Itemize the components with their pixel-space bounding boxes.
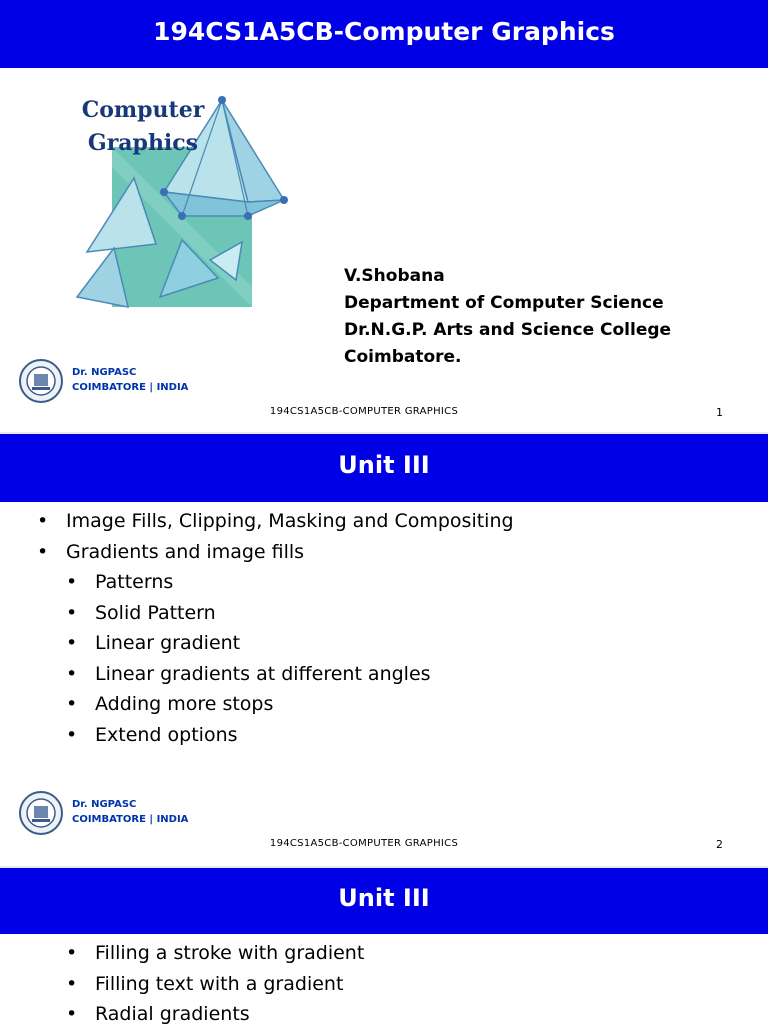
bullet-icon: • <box>66 1003 78 1025</box>
college-seal-icon <box>18 358 64 404</box>
bullet-icon: • <box>66 571 78 593</box>
bullet-list <box>0 938 768 1030</box>
logo-title-line: Graphics <box>87 130 199 156</box>
author-name: V.Shobana <box>344 266 445 286</box>
bullet-icon: • <box>66 662 78 685</box>
bullet-icon: • <box>66 601 78 624</box>
institution-line: Dr. NGPASC <box>72 367 137 378</box>
list-item <box>0 938 768 969</box>
bullet-icon: • <box>66 723 78 746</box>
logo-title-line: Computer <box>81 97 205 123</box>
list-item <box>0 999 768 1030</box>
page-number: 2 <box>716 838 723 851</box>
bullet-text: Extend options <box>95 723 238 746</box>
bullet-text: Radial gradients <box>95 1003 250 1025</box>
author-college: Dr.N.G.P. Arts and Science College <box>344 320 672 340</box>
bullet-list <box>0 506 768 750</box>
list-item <box>0 689 768 720</box>
bullet-text: Gradients and image fills <box>66 540 305 563</box>
slide-1 <box>0 0 768 432</box>
logo-title <box>78 94 208 160</box>
author-department: Department of Computer Science <box>344 293 664 313</box>
slide-title: Unit III <box>0 868 768 934</box>
bullet-text: Solid Pattern <box>95 601 216 624</box>
college-seal-icon <box>18 790 64 836</box>
institution-line: Dr. NGPASC <box>72 799 137 810</box>
author-block <box>344 263 671 371</box>
bullet-text: Image Fills, Clipping, Masking and Compositing <box>66 510 514 532</box>
slide-2 <box>0 434 768 866</box>
institution-line: COIMBATORE | INDIA <box>72 382 189 393</box>
list-item <box>0 628 768 659</box>
footer-course: 194CS1A5CB-COMPUTER GRAPHICS <box>269 838 459 849</box>
footer-course: 194CS1A5CB-COMPUTER GRAPHICS <box>269 406 459 417</box>
institution-name <box>72 365 188 395</box>
list-item <box>0 720 768 751</box>
slide-title: Unit III <box>0 434 768 502</box>
bullet-icon: • <box>66 632 78 654</box>
author-city: Coimbatore. <box>344 347 462 367</box>
bullet-text: Linear gradient <box>95 632 241 654</box>
bullet-icon: • <box>66 972 78 995</box>
list-item <box>0 969 768 1000</box>
institution-line: COIMBATORE | INDIA <box>72 814 189 825</box>
list-item <box>0 567 768 598</box>
bullet-icon: • <box>66 942 78 964</box>
bullet-icon: • <box>66 693 78 715</box>
bullet-text: Adding more stops <box>95 693 274 715</box>
slide-3 <box>0 868 768 1024</box>
page-number: 1 <box>716 406 723 419</box>
bullet-text: Filling a stroke with gradient <box>95 942 365 964</box>
bullet-icon: • <box>37 510 49 532</box>
list-item <box>0 506 768 537</box>
bullet-icon: • <box>37 540 49 563</box>
slide-title: 194CS1A5CB-Computer Graphics <box>0 0 768 68</box>
institution-name <box>72 797 188 827</box>
list-item <box>0 659 768 690</box>
list-item <box>0 598 768 629</box>
bullet-text: Patterns <box>95 571 174 593</box>
bullet-text: Linear gradients at different angles <box>95 662 431 685</box>
list-item <box>0 537 768 568</box>
bullet-text: Filling text with a gradient <box>95 972 344 995</box>
